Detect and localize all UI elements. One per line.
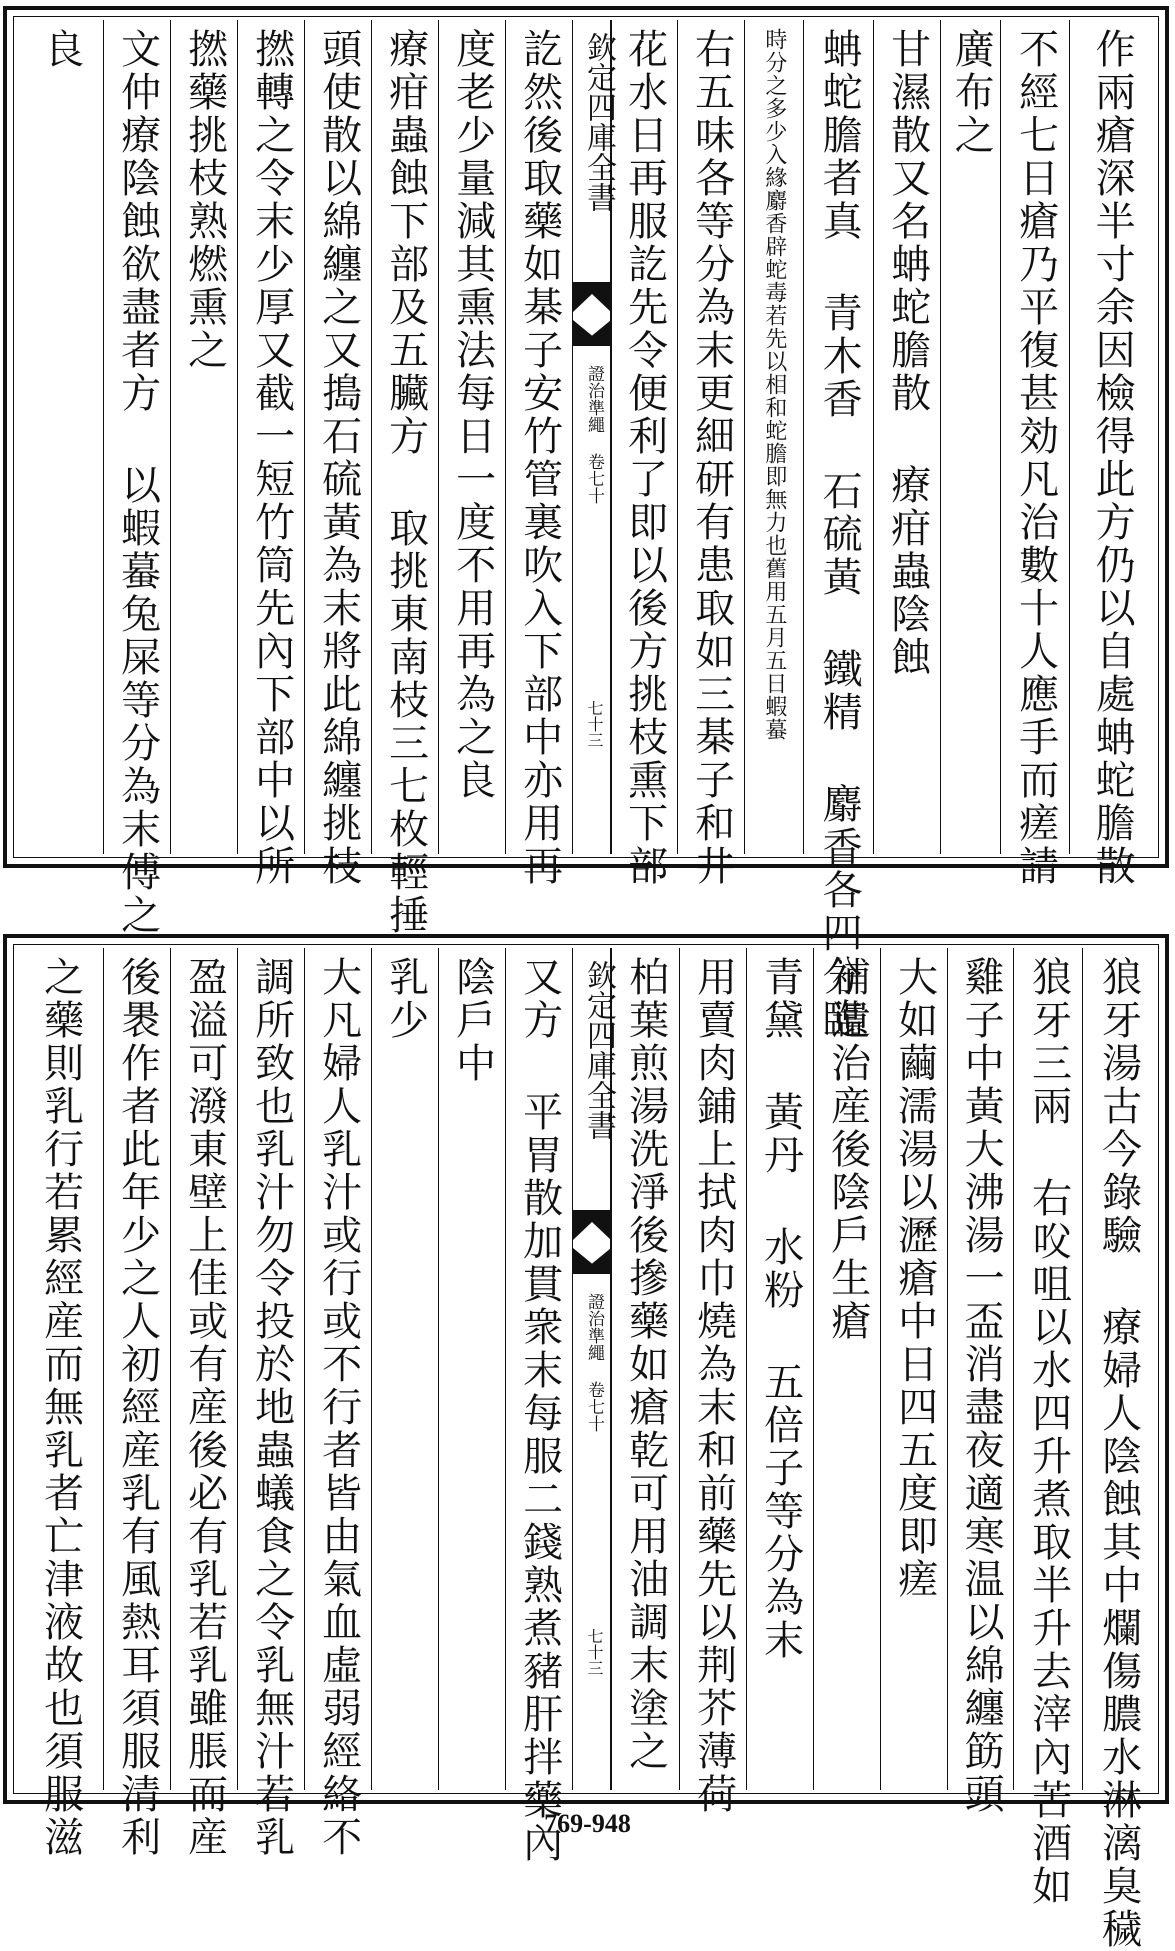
center-margin — [572, 948, 616, 1790]
column-text: 柏葉煎湯洗淨後摻藥如瘡乾可用油調末塗之 — [622, 956, 669, 1773]
text-column — [237, 20, 304, 888]
text-column — [304, 948, 371, 1859]
text-column — [1069, 20, 1153, 888]
text-column — [438, 948, 505, 1790]
text-column — [940, 20, 1000, 854]
column-text: 頭使散以綿纏之又搗石硫黃為末將此綿纏挑枝 — [315, 28, 362, 888]
text-column — [803, 20, 873, 1041]
catalog-number: 769-948 — [544, 1809, 631, 1838]
book-title: 欽定四庫全書 — [581, 960, 616, 1140]
book-title: 欽定四庫全書 — [581, 32, 616, 212]
annotation-column — [744, 20, 803, 854]
text-column — [1013, 948, 1082, 1908]
column-text: 撚轉之令末少厚又截一短竹筒先內下部中以所 — [248, 28, 295, 888]
text-column — [371, 948, 438, 1790]
text-column — [371, 20, 438, 937]
column-text: 大凡婦人乳汁或行或不行者皆由氣血虛弱經絡不 — [315, 956, 362, 1859]
fish-tail-mark-icon — [573, 320, 611, 346]
text-column — [746, 948, 813, 1790]
text-column — [17, 20, 103, 854]
text-column — [170, 20, 237, 854]
column-text: 度老少量減其熏法每日一度不用再為之良 — [449, 28, 496, 802]
text-column — [813, 948, 880, 1790]
column-text: 調所致也乳汁勿令投於地蟲蟻食之令乳無汁若乳 — [248, 956, 295, 1859]
text-column — [1000, 20, 1069, 888]
page-number: 七十三 — [585, 700, 604, 748]
column-text: 甘濕散又名蚺蛇膽散 療疳蟲陰蝕 — [884, 28, 931, 679]
text-column — [237, 948, 304, 1859]
column-text: 花水日再服訖先令便利了即以後方挑枝熏下部 — [621, 28, 668, 888]
fish-tail-mark-icon — [573, 282, 611, 312]
column-text: 狼牙三兩 右㕮咀以水四升煮取半升去滓內苦酒如 — [1025, 956, 1072, 1908]
column-text: 乳少 — [382, 956, 429, 1042]
column-text: 不經七日瘡乃平復甚効凡治數十人應手而瘥請 — [1012, 28, 1059, 888]
column-text: 狼牙湯古今錄驗 療婦人陰蝕其中爛傷膿水淋漓臭穢 — [1095, 956, 1142, 1951]
column-note: 時分之多少入緣麝香辟蛇毒若先以相和蛇膽即無力也舊用五月五日蝦蟇 — [761, 28, 787, 741]
text-column — [505, 948, 572, 1865]
column-text: 撚藥挑枝熟燃熏之 — [181, 28, 228, 372]
column-text: 又方 平胃散加貫衆末每服二錢熟煮豬肝拌藥內 — [516, 956, 563, 1865]
column-text: 之藥則乳行若累經産而無乳者亡津液故也須服滋 — [37, 956, 84, 1859]
section-title: 證治準繩 卷七十 — [584, 1293, 604, 1432]
column-text: 雞子中黃大沸湯一盃消盡夜適寒温以綿纏筯頭 — [958, 956, 1005, 1816]
text-column — [103, 948, 170, 1859]
column-text: 作兩瘡深半寸余因檢得此方仍以自處蚺蛇膽散 — [1089, 28, 1136, 888]
text-column — [103, 20, 170, 937]
column-text: 廣布之 — [948, 28, 995, 157]
column-text: 陰戶中 — [449, 956, 496, 1085]
fish-tail-mark-icon — [573, 1210, 611, 1240]
text-column — [677, 20, 744, 888]
text-column — [304, 20, 371, 888]
column-text: 右五味各等分為末更細研有患取如三棊子和井 — [688, 28, 735, 888]
column-text: 盈溢可潑東壁上佳或有産後必有乳若乳雖脹而産 — [181, 956, 228, 1859]
column-text: 補遺治産後陰戶生瘡 — [824, 956, 871, 1343]
text-column — [610, 20, 677, 888]
text-column — [679, 948, 746, 1816]
fish-tail-mark-icon — [573, 1248, 611, 1274]
text-column — [1082, 948, 1153, 1951]
column-text: 用賣肉鋪上拭肉巾燒為末和前藥先以荆芥薄荷 — [690, 956, 737, 1816]
column-text: 療疳蟲蝕下部及五臟方 取挑東南枝三七枚輕捶 — [382, 28, 429, 937]
column-text: 後褁作者此年少之人初經産乳有風熱耳須服清利 — [114, 956, 161, 1859]
text-column — [947, 948, 1013, 1816]
column-text: 文仲療陰蝕欲盡者方 以蝦蟇兔屎等分為末傅之 — [114, 28, 161, 937]
column-text: 大如繭濡湯以瀝瘡中日四五度即瘥 — [891, 956, 938, 1601]
column-text: 良 — [37, 28, 84, 71]
page-number: 七十三 — [585, 1628, 604, 1676]
column-text: 訖然後取藥如棊子安竹管裏吹入下部中亦用再 — [516, 28, 563, 888]
section-title: 證治準繩 卷七十 — [584, 365, 604, 504]
column-text: 蚺蛇膽者真 青木香 石硫黃 鐵精 麝香各四分臨 — [816, 28, 863, 1041]
text-column — [880, 948, 947, 1790]
text-column — [17, 948, 103, 1859]
text-column — [873, 20, 940, 854]
text-column — [170, 948, 237, 1859]
column-text: 青黛 黃丹 水粉 五倍子等分為末 — [757, 956, 804, 1662]
center-margin — [572, 20, 616, 854]
text-column — [610, 948, 679, 1790]
text-column — [505, 20, 572, 888]
text-column — [438, 20, 505, 854]
